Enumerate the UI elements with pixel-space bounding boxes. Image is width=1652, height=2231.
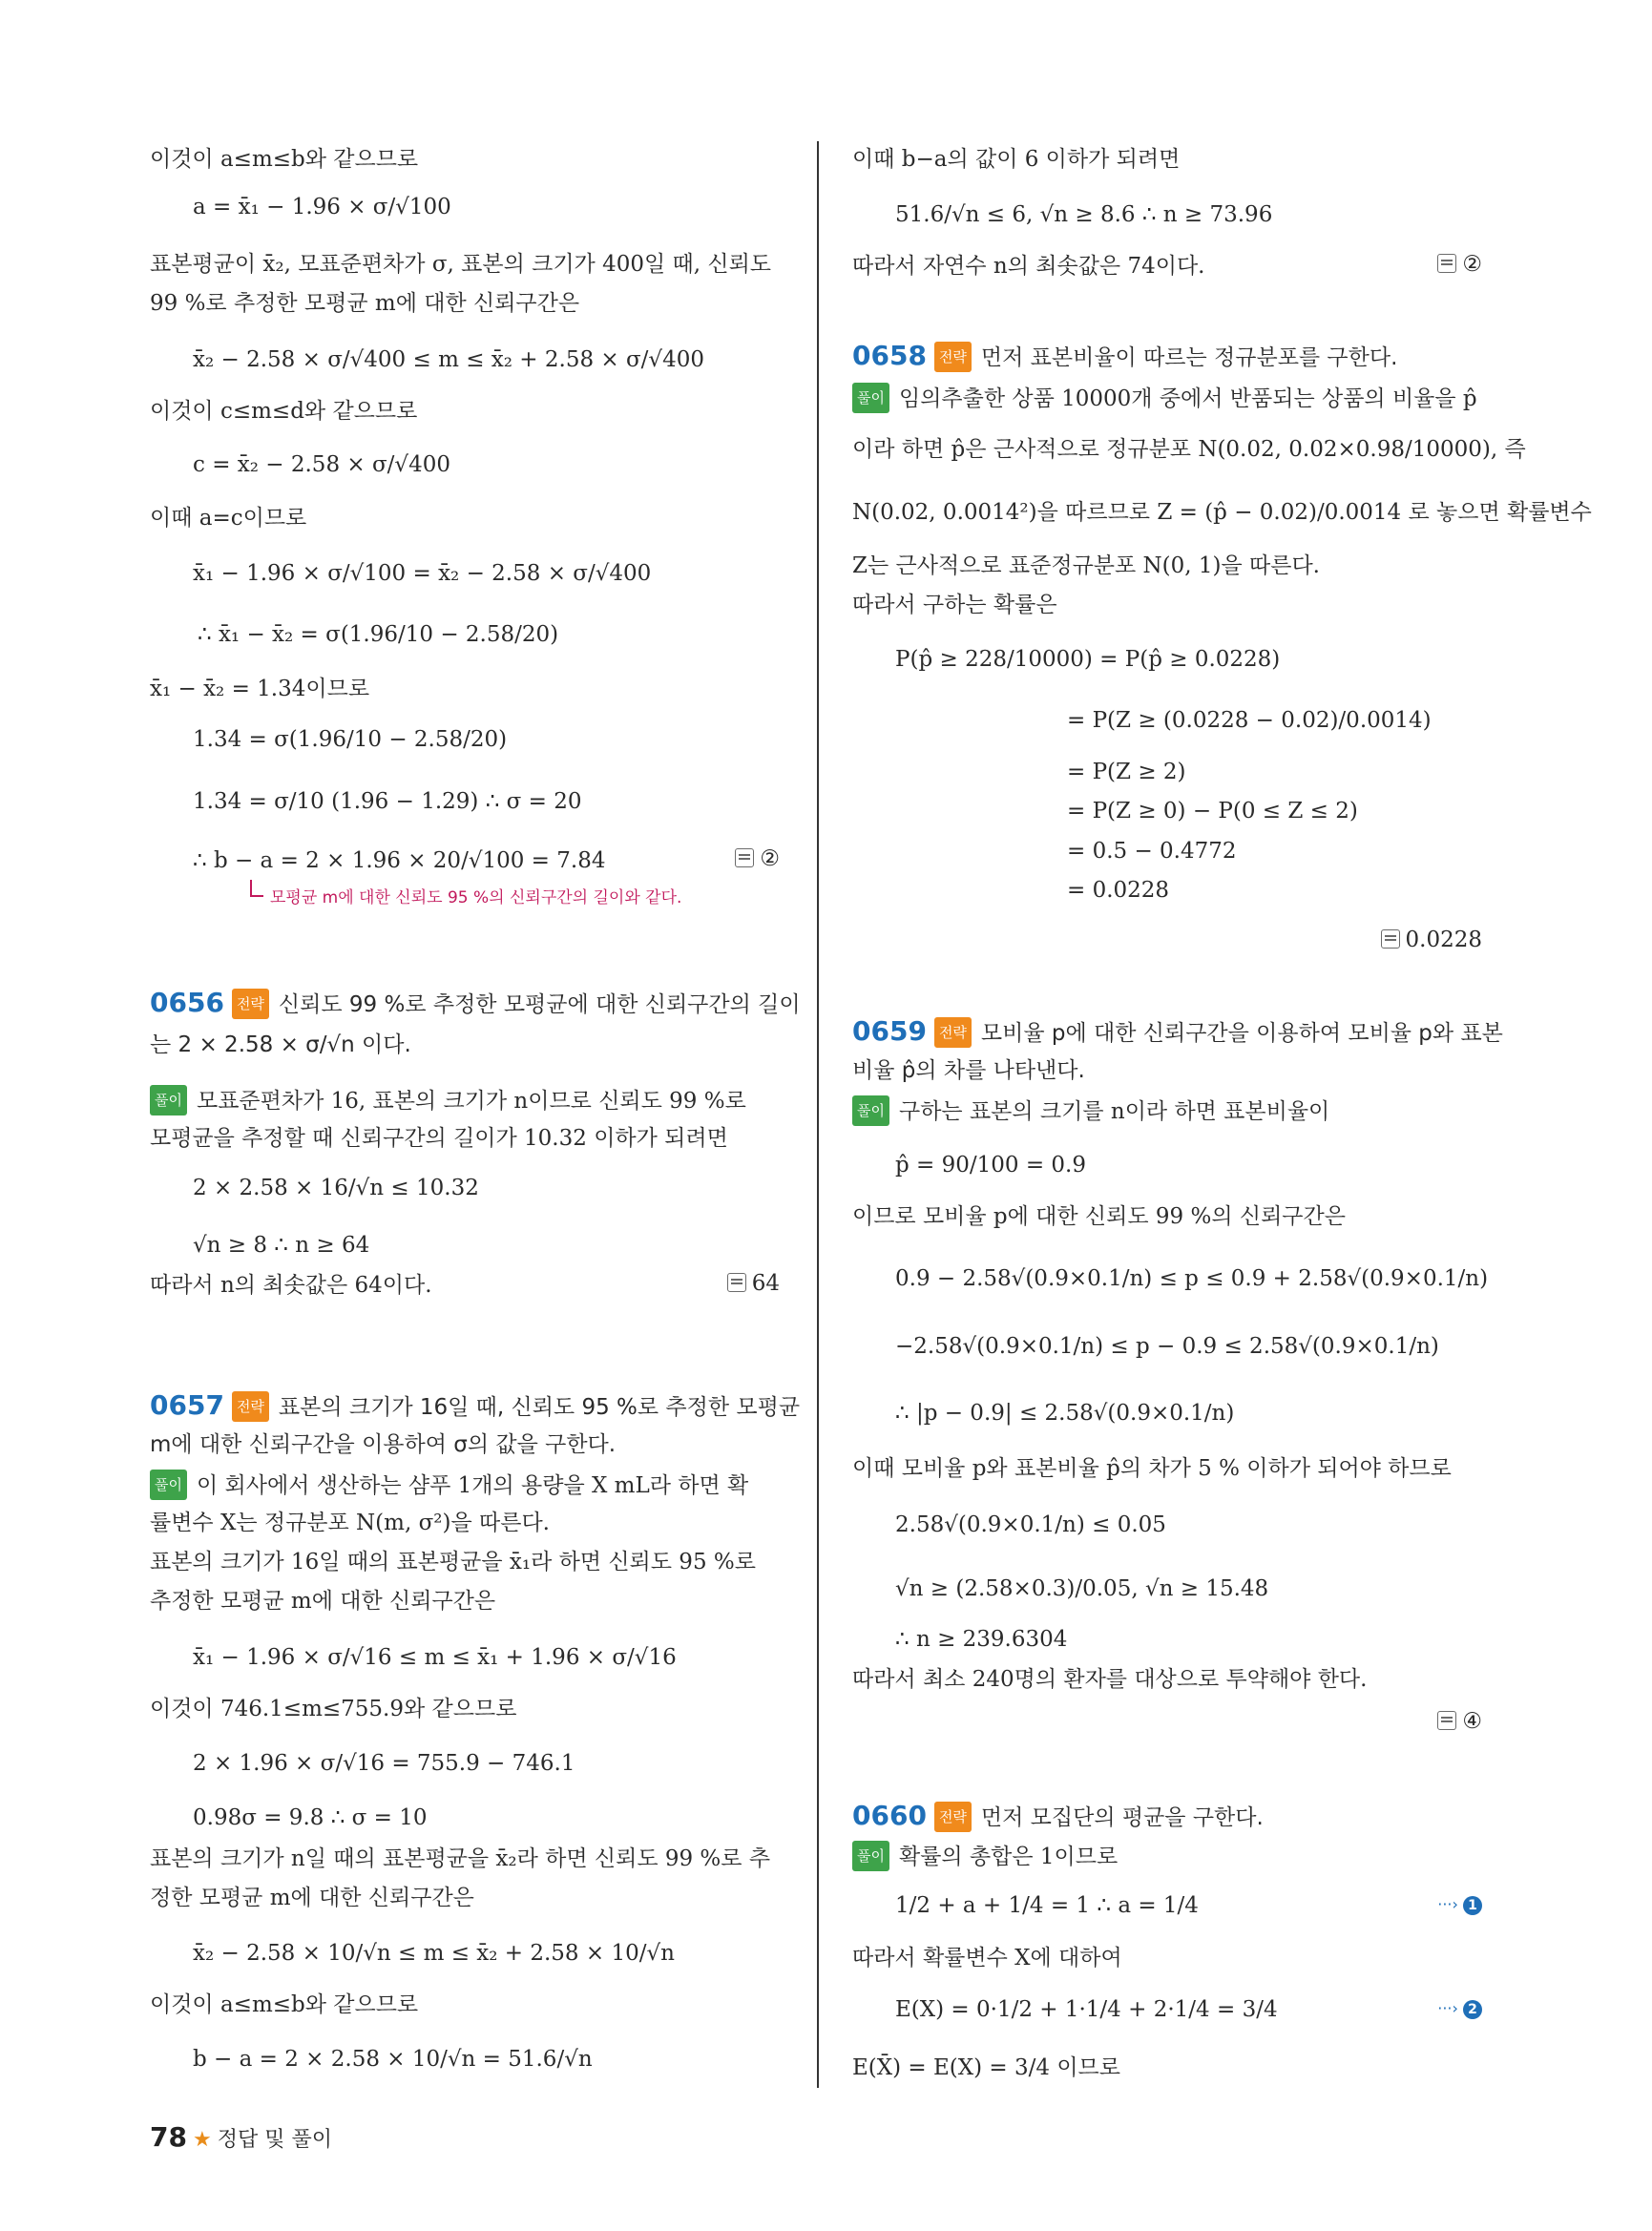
problem-header-0660 <box>852 1802 1264 1832</box>
text: 확률의 총합은 1이므로 <box>898 1845 1119 1869</box>
note-bracket <box>250 880 263 897</box>
answer-value: ④ <box>1462 1709 1482 1734</box>
equation: ∴ |p − 0.9| ≤ 2.58√(0.9×0.1/n) <box>895 1401 1235 1426</box>
problem-number: 0658 <box>852 340 927 371</box>
solution-tag: 풀이 <box>852 1095 889 1126</box>
answer-mark <box>735 846 780 871</box>
equation: P(p̂ ≥ 228/10000) = P(p̂ ≥ 0.0228) <box>895 647 1281 672</box>
strategy-text: 모비율 p에 대한 신뢰구간을 이용하여 모비율 p와 표본 <box>980 1021 1503 1046</box>
answer-mark <box>727 1271 780 1296</box>
page-footer <box>150 2121 332 2153</box>
text-line: Z는 근사적으로 표준정규분포 N(0, 1)을 따른다. <box>852 553 1320 578</box>
text-line: 률변수 X는 정규분포 N(m, σ²)을 따른다. <box>150 1511 550 1535</box>
problem-number: 0660 <box>852 1800 927 1831</box>
strategy-text: 먼저 모집단의 평균을 구한다. <box>980 1805 1264 1830</box>
answer-icon <box>735 848 754 867</box>
text: 모표준편차가 16, 표본의 크기가 n이므로 신뢰도 99 %로 <box>196 1089 746 1114</box>
equation: −2.58√(0.9×0.1/n) ≤ p − 0.9 ≤ 2.58√(0.9×0.1/n) <box>895 1334 1439 1359</box>
text: 임의추출한 상품 10000개 중에서 반품되는 상품의 비율을 p̂ <box>898 386 1477 411</box>
equation: 51.6/√n ≤ 6, √n ≥ 8.6 ∴ n ≥ 73.96 <box>895 202 1273 227</box>
step-number: 1 <box>1463 1896 1482 1915</box>
equation: ∴ x̄₁ − x̄₂ = σ(1.96/10 − 2.58/20) <box>198 622 559 647</box>
text: 이 회사에서 생산하는 샴푸 1개의 용량을 X mL라 하면 확 <box>196 1473 749 1498</box>
equation: = P(Z ≥ (0.0228 − 0.02)/0.0014) <box>1067 708 1432 733</box>
step-number: 2 <box>1463 2000 1482 2019</box>
text-line: 이때 a=c이므로 <box>150 506 307 531</box>
text-line: 이때 모비율 p와 표본비율 p̂의 차가 5 % 이하가 되어야 하므로 <box>852 1456 1452 1481</box>
equation: √n ≥ 8 ∴ n ≥ 64 <box>193 1233 370 1258</box>
text-line: 따라서 구하는 확률은 <box>852 593 1057 617</box>
problem-number: 0659 <box>852 1015 927 1047</box>
strategy-tag: 전략 <box>934 1017 972 1048</box>
equation: = P(Z ≥ 2) <box>1067 760 1186 784</box>
text-line: 이것이 a≤m≤b와 같으므로 <box>150 147 419 172</box>
answer-value: 64 <box>751 1271 780 1296</box>
strategy-text: 신뢰도 99 %로 추정한 모평균에 대한 신뢰구간의 길이 <box>278 992 801 1017</box>
strategy-tag: 전략 <box>934 1802 972 1832</box>
equation: 2.58√(0.9×0.1/n) ≤ 0.05 <box>895 1512 1166 1537</box>
solution-line <box>150 1470 748 1500</box>
equation: 2 × 2.58 × 16/√n ≤ 10.32 <box>193 1176 479 1200</box>
text-line: 이것이 746.1≤m≤755.9와 같으므로 <box>150 1697 517 1721</box>
solution-tag: 풀이 <box>852 383 889 413</box>
equation: b − a = 2 × 2.58 × 10/√n = 51.6/√n <box>193 2047 593 2072</box>
equation: E(X) = 0·1/2 + 1·1/4 + 2·1/4 = 3/4 <box>895 1997 1278 2022</box>
text-line: 이것이 a≤m≤b와 같으므로 <box>150 1992 419 2017</box>
equation: 0.9 − 2.58√(0.9×0.1/n) ≤ p ≤ 0.9 + 2.58√(0.9×0.1/n) <box>895 1266 1489 1291</box>
strategy-tag: 전략 <box>232 989 269 1019</box>
equation: x̄₂ − 2.58 × 10/√n ≤ m ≤ x̄₂ + 2.58 × 10/√n <box>193 1941 675 1966</box>
answer-value: ② <box>760 846 780 871</box>
answer-mark <box>1437 1709 1482 1734</box>
equation: x̄₁ − 1.96 × σ/√16 ≤ m ≤ x̄₁ + 1.96 × σ/√16 <box>193 1645 677 1670</box>
side-note: 모평균 m에 대한 신뢰도 95 %의 신뢰구간의 길이와 같다. <box>270 888 682 907</box>
footer-title: 정답 및 풀이 <box>217 2128 332 2152</box>
equation: x̄₁ − 1.96 × σ/√100 = x̄₂ − 2.58 × σ/√400 <box>193 561 652 586</box>
text-line: 따라서 최소 240명의 환자를 대상으로 투약해야 한다. <box>852 1667 1368 1692</box>
text-line: 표본의 크기가 16일 때의 표본평균을 x̄₁라 하면 신뢰도 95 %로 <box>150 1550 756 1574</box>
problem-header-0659 <box>852 1017 1503 1048</box>
strategy-tag: 전략 <box>934 342 972 372</box>
text-line: 이때 b−a의 값이 6 이하가 되려면 <box>852 147 1181 172</box>
solution-tag: 풀이 <box>150 1085 187 1116</box>
strategy-text: 표본의 크기가 16일 때, 신뢰도 95 %로 추정한 모평균 <box>278 1395 801 1420</box>
strategy-text: 비율 p̂의 차를 나타낸다. <box>852 1058 1085 1083</box>
strategy-tag: 전략 <box>232 1391 269 1422</box>
column-divider <box>817 141 819 2088</box>
text: 구하는 표본의 크기를 n이라 하면 표본비율이 <box>898 1099 1330 1124</box>
equation: ∴ n ≥ 239.6304 <box>895 1627 1068 1652</box>
text-line: x̄₁ − x̄₂ = 1.34이므로 <box>150 677 370 701</box>
text-line: 표본의 크기가 n일 때의 표본평균을 x̄₂라 하면 신뢰도 99 %로 추 <box>150 1846 771 1871</box>
equation: 1.34 = σ(1.96/10 − 2.58/20) <box>193 727 508 752</box>
problem-number: 0656 <box>150 987 224 1018</box>
equation: p̂ = 90/100 = 0.9 <box>895 1153 1087 1178</box>
equation: 1/2 + a + 1/4 = 1 ∴ a = 1/4 <box>895 1893 1199 1918</box>
solution-line <box>852 1841 1118 1871</box>
answer-value: 0.0228 <box>1405 928 1482 952</box>
text-line: 이라 하면 p̂은 근사적으로 정규분포 N(0.02, 0.02×0.98/10000), 즉 <box>852 437 1526 462</box>
equation: a = x̄₁ − 1.96 × σ/√100 <box>193 195 451 219</box>
problem-number: 0657 <box>150 1389 224 1421</box>
strategy-text: m에 대한 신뢰구간을 이용하여 σ의 값을 구한다. <box>150 1432 617 1457</box>
problem-header-0658 <box>852 342 1397 372</box>
text-line: E(X̄) = E(X) = 3/4 이므로 <box>852 2055 1120 2080</box>
answer-mark <box>1381 928 1482 952</box>
text-line: 정한 모평균 m에 대한 신뢰구간은 <box>150 1886 474 1910</box>
text-line: 따라서 확률변수 X에 대하여 <box>852 1946 1122 1970</box>
equation: 1.34 = σ/10 (1.96 − 1.29) ∴ σ = 20 <box>193 789 582 814</box>
equation: 2 × 1.96 × σ/√16 = 755.9 − 746.1 <box>193 1751 575 1776</box>
text-line: 이것이 c≤m≤d와 같으므로 <box>150 399 418 424</box>
solution-tag: 풀이 <box>852 1841 889 1871</box>
text-line: N(0.02, 0.0014²)을 따르므로 Z = (p̂ − 0.02)/0.0014 로 놓으면 확률변수 <box>852 500 1592 525</box>
equation: = 0.0228 <box>1067 878 1170 903</box>
answer-value: ② <box>1462 252 1482 277</box>
solution-line <box>150 1085 746 1116</box>
step-marker: ···› 2 <box>1437 1999 1482 2019</box>
text-line: 99 %로 추정한 모평균 m에 대한 신뢰구간은 <box>150 291 580 316</box>
answer-icon <box>1437 254 1456 273</box>
text-line: 표본평균이 x̄₂, 모표준편차가 σ, 표본의 크기가 400일 때, 신뢰도 <box>150 252 772 277</box>
equation: √n ≥ (2.58×0.3)/0.05, √n ≥ 15.48 <box>895 1576 1269 1601</box>
solution-tag: 풀이 <box>150 1470 187 1500</box>
equation: ∴ b − a = 2 × 1.96 × 20/√100 = 7.84 <box>193 848 606 873</box>
solution-line <box>852 1095 1329 1126</box>
equation: = P(Z ≥ 0) − P(0 ≤ Z ≤ 2) <box>1067 799 1358 824</box>
answer-icon <box>1437 1711 1456 1730</box>
answer-icon <box>727 1273 746 1292</box>
equation: x̄₂ − 2.58 × σ/√400 ≤ m ≤ x̄₂ + 2.58 × σ/√400 <box>193 347 704 372</box>
strategy-text: 먼저 표본비율이 따르는 정규분포를 구한다. <box>980 345 1398 370</box>
equation: c = x̄₂ − 2.58 × σ/√400 <box>193 452 450 477</box>
solution-line <box>852 383 1477 413</box>
equation: = 0.5 − 0.4772 <box>1067 839 1237 864</box>
text-line: 추정한 모평균 m에 대한 신뢰구간은 <box>150 1589 496 1614</box>
page-number: 78 <box>150 2121 187 2153</box>
problem-header-0657 <box>150 1391 800 1422</box>
text-line: 모평균을 추정할 때 신뢰구간의 길이가 10.32 이하가 되려면 <box>150 1126 728 1151</box>
star-icon: ★ <box>192 2128 212 2152</box>
text-line: 따라서 n의 최솟값은 64이다. <box>150 1273 432 1298</box>
text-line: 따라서 자연수 n의 최솟값은 74이다. <box>852 254 1205 279</box>
strategy-text: 는 2 × 2.58 × σ/√n 이다. <box>150 1032 411 1057</box>
step-marker: ···› 1 <box>1437 1895 1482 1915</box>
text-line: 이므로 모비율 p에 대한 신뢰도 99 %의 신뢰구간은 <box>852 1204 1346 1229</box>
answer-icon <box>1381 929 1400 949</box>
problem-header-0656 <box>150 989 801 1019</box>
equation: 0.98σ = 9.8 ∴ σ = 10 <box>193 1805 428 1830</box>
answer-mark <box>1437 252 1482 277</box>
